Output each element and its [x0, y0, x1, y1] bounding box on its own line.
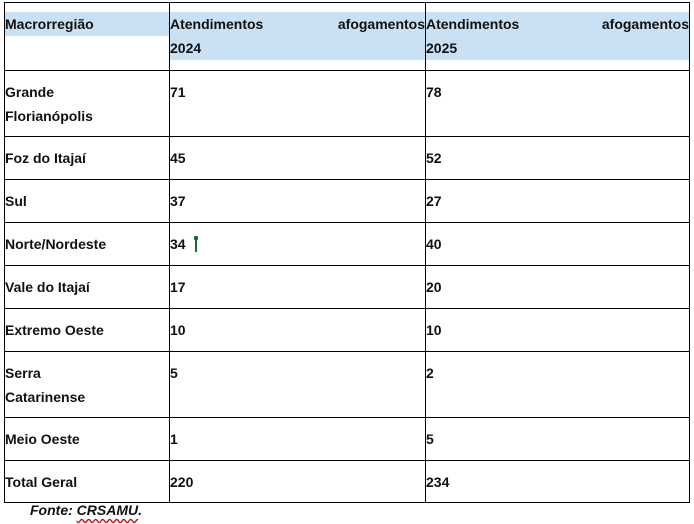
- table-row: [5, 180, 690, 223]
- header-region-label: Macrorregião: [5, 12, 169, 36]
- total-2025: 234: [426, 461, 690, 503]
- value-2025: 2: [426, 352, 690, 418]
- region-cell: [5, 71, 170, 137]
- source-caption: [30, 500, 142, 520]
- total-label: Total Geral: [5, 461, 170, 503]
- value-2024-cell[interactable]: [170, 223, 426, 266]
- value-2024: 1: [170, 418, 426, 461]
- region-cell: Vale do Itajaí: [5, 266, 170, 309]
- value-2025: 40: [426, 223, 690, 266]
- table-row: [5, 418, 690, 461]
- header-2025-highlight: [426, 12, 689, 60]
- table-row: [5, 223, 690, 266]
- region-cell: Meio Oeste: [5, 418, 170, 461]
- source-prefix: Fonte:: [30, 502, 77, 518]
- value-2025: 20: [426, 266, 690, 309]
- header-region: [5, 3, 170, 71]
- table-row: [5, 309, 690, 352]
- value-2024: 10: [170, 309, 426, 352]
- value-2024: 5: [170, 352, 426, 418]
- total-2024: 220: [170, 461, 426, 503]
- region-cell: Extremo Oeste: [5, 309, 170, 352]
- region-name-line1: Grande: [5, 84, 55, 100]
- value-2025: 10: [426, 309, 690, 352]
- table-row: [5, 71, 690, 137]
- region-cell: Foz do Itajaí: [5, 137, 170, 180]
- value-2024: 34: [170, 236, 186, 252]
- table-row: [5, 352, 690, 418]
- value-2024: 71: [170, 71, 426, 137]
- value-2024: 45: [170, 137, 426, 180]
- region-cell: Sul: [5, 180, 170, 223]
- text-cursor-icon: [194, 236, 200, 252]
- source-name: CRSAMU: [76, 502, 139, 518]
- table-row: [5, 137, 690, 180]
- value-2025: 78: [426, 71, 690, 137]
- header-2024-highlight: [170, 12, 425, 60]
- region-name-line1: Serra: [5, 365, 41, 381]
- region-name-line2: Catarinense: [5, 389, 86, 405]
- header-2025-line2: 2025: [426, 40, 458, 56]
- table-header-row: [5, 3, 690, 71]
- header-2024: [170, 3, 426, 71]
- region-name-line2: Florianópolis: [5, 108, 93, 124]
- header-2024-line1: Atendimentos afogamentos: [170, 16, 425, 32]
- region-cell: [5, 352, 170, 418]
- value-2025: 52: [426, 137, 690, 180]
- header-2025: [426, 3, 690, 71]
- value-2024: 17: [170, 266, 426, 309]
- header-2024-line2: 2024: [170, 40, 202, 56]
- drowning-cases-table: [4, 2, 690, 503]
- value-2025: 5: [426, 418, 690, 461]
- header-2025-line1: Atendimentos afogamentos: [426, 16, 689, 32]
- source-suffix: .: [138, 502, 142, 518]
- table-row: [5, 266, 690, 309]
- value-2024: 37: [170, 180, 426, 223]
- value-2025: 27: [426, 180, 690, 223]
- total-row: [5, 461, 690, 503]
- region-cell: Norte/Nordeste: [5, 223, 170, 266]
